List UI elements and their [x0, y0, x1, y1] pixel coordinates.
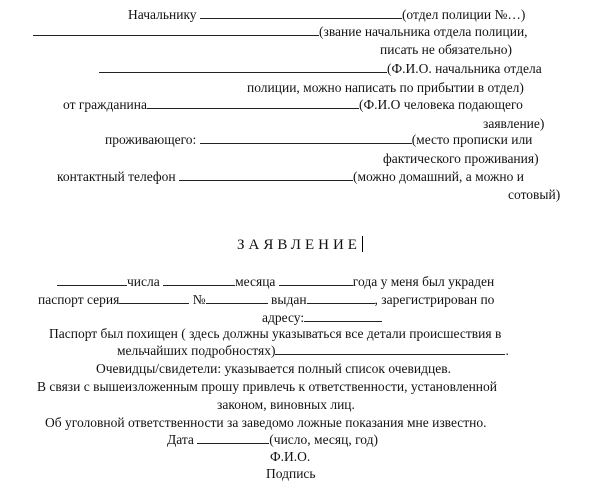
address-line: [105, 131, 532, 148]
applicant-label: от гражданина: [63, 97, 147, 112]
rank-hint-cont: писать не обязательно): [380, 42, 512, 57]
document-title: [0, 236, 600, 254]
chief-line: [128, 6, 525, 23]
passport-series-field[interactable]: [119, 291, 189, 304]
request-cont-line: законом, виновных лиц.: [217, 397, 355, 412]
rank-field[interactable]: [33, 23, 319, 36]
month-field[interactable]: [163, 273, 235, 286]
applicant-hint-cont: заявление): [483, 116, 545, 131]
registered-label: , зарегистрирован по: [374, 292, 495, 307]
address-label: проживающего:: [105, 132, 197, 147]
registration-address-field[interactable]: [304, 309, 382, 322]
theft-text: года у меня был украден: [352, 274, 495, 289]
issued-by-field[interactable]: [307, 291, 375, 304]
details-field[interactable]: [275, 342, 505, 355]
passport-number-label: №: [192, 292, 206, 307]
day-field[interactable]: [57, 273, 127, 286]
address-field[interactable]: [200, 131, 412, 144]
issued-by-label: выдан: [271, 292, 307, 307]
phone-label: контактный телефон: [57, 169, 176, 184]
day-label: числа: [127, 274, 160, 289]
details-cont-label: мельчайших подробностях): [117, 343, 276, 358]
date-line: [167, 431, 378, 448]
applicant-name-hint: (Ф.И.О человека подающего: [358, 97, 523, 112]
address-hint-cont: фактического проживания): [383, 151, 539, 166]
chief-name-hint-cont: полиции, можно написать по прибытии в отдел): [247, 80, 524, 95]
rank-line: [33, 23, 528, 40]
rank-hint: (звание начальника отдела полиции,: [319, 24, 528, 39]
chief-label: Начальнику: [128, 7, 197, 22]
registration-address-line: [262, 309, 382, 326]
passport-series-label: паспорт серия: [38, 292, 120, 307]
year-field[interactable]: [279, 273, 353, 286]
applicant-name-field[interactable]: [147, 96, 359, 109]
police-department-field[interactable]: [200, 6, 402, 19]
date-field[interactable]: [197, 431, 269, 444]
month-label: месяца: [235, 274, 276, 289]
phone-hint: (можно домашний, а можно и: [352, 169, 524, 184]
theft-date-line: [57, 273, 494, 290]
registration-address-label: адресу:: [262, 310, 305, 325]
document-title-text: ЗАЯВЛЕНИЕ: [237, 237, 361, 253]
date-hint: (число, месяц, год): [269, 432, 379, 447]
phone-field[interactable]: [179, 168, 353, 181]
liability-line: Об уголовной ответственности за заведомо ложные показания мне известно.: [45, 415, 487, 430]
chief-name-hint: (Ф.И.О. начальника отдела: [387, 61, 542, 76]
details-cont-line: мельчайших подробностях) .: [117, 343, 509, 358]
phone-line: [57, 168, 524, 185]
text-cursor: [362, 236, 363, 252]
request-line: В связи с вышеизложенным прошу привлечь к ответственности, установленной: [37, 379, 498, 394]
police-department-hint: (отдел полиции №…): [401, 7, 526, 22]
signatory-name: Ф.И.О.: [270, 449, 311, 464]
passport-line: [38, 291, 494, 308]
chief-name-field[interactable]: [99, 60, 387, 73]
chief-name-line: [99, 60, 542, 77]
applicant-line: [63, 96, 523, 113]
details-line: Паспорт был похищен ( здесь должны указываться все детали происшествия в: [49, 326, 502, 341]
signature-label: Подпись: [266, 466, 316, 481]
date-label: Дата: [167, 432, 194, 447]
passport-number-field[interactable]: [206, 291, 268, 304]
phone-hint-cont: сотовый): [508, 187, 561, 202]
address-hint: (место прописки или: [411, 132, 533, 147]
witnesses-line: Очевидцы/свидетели: указывается полный список очевидцев.: [96, 361, 451, 376]
